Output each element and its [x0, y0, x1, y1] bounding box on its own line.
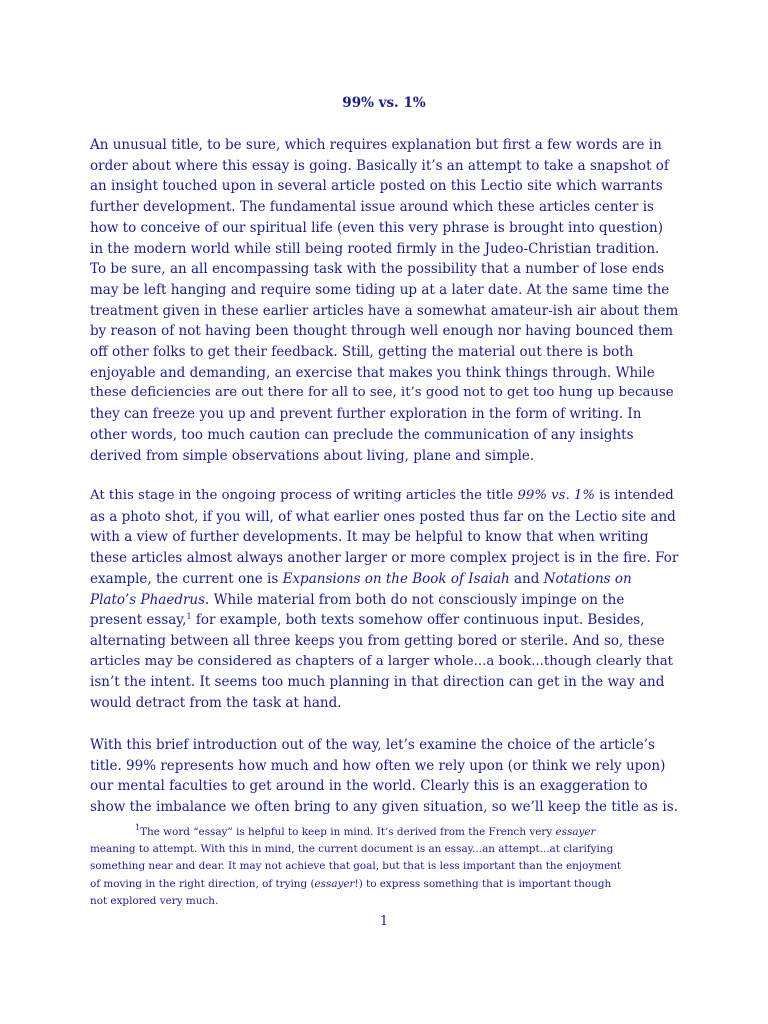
- text-line: [90, 569, 680, 590]
- text-line: in the modern world while still being rooted firmly in the Judeo-Christian tradition.: [90, 240, 660, 257]
- italic-book-title: Expansions on the Book of Isaiah: [282, 570, 510, 587]
- footnote-reference[interactable]: 1: [186, 612, 192, 622]
- text-run: The word “essay” is helpful to keep in mind. It’s derived from the French very: [140, 826, 556, 838]
- text-line: by reason of not having been thought through well enough nor having bounced them: [90, 323, 674, 340]
- italic-book-title: Notations on: [543, 570, 632, 587]
- text-line: With this brief introduction out of the way, let’s examine the choice of the article’s: [90, 737, 655, 753]
- footnote-marker: 1: [135, 823, 141, 832]
- footnote-line: [90, 824, 680, 841]
- text-line: our mental faculties to get around in the world. Clearly this is an exaggeration to: [90, 778, 648, 795]
- text-run: . While material from both do not consciously impinge on the: [205, 591, 625, 608]
- paragraph-1: [90, 135, 680, 466]
- text-run: At this stage in the ongoing process of writing articles the title: [90, 488, 518, 503]
- text-run: for example, both texts somehow offer continuous input. Besides,: [191, 612, 645, 629]
- italic-book-title: Plato’s Phaedrus: [90, 591, 206, 608]
- text-run: example, the current one is: [90, 570, 283, 587]
- page-number: 1: [379, 914, 389, 929]
- italic-word: essayer: [555, 826, 596, 838]
- text-line: how to conceive of our spiritual life (even this very phrase is brought into question): [90, 219, 663, 236]
- text-run: and: [509, 570, 544, 587]
- text-line: title. 99% represents how much and how often we rely upon (or think we rely upon): [90, 757, 666, 774]
- text-line: enjoyable and demanding, an exercise that makes you think things through. While: [90, 364, 655, 381]
- text-line: To be sure, an all encompassing task with the possibility that a number of lose ends: [90, 261, 665, 278]
- text-line: [90, 610, 680, 631]
- text-line: An unusual title, to be sure, which requires explanation but first a few words are in: [90, 137, 662, 153]
- text-line: order about where this essay is going. Basically it’s an attempt to take a snapshot of: [90, 157, 669, 174]
- text-line: they can freeze you up and prevent further exploration in the form of writing. In: [90, 406, 642, 423]
- text-line: with a view of further developments. It may be helpful to know that when writing: [90, 529, 649, 546]
- footnote-line: [90, 876, 680, 893]
- italic-title-reference: 99% vs. 1%: [517, 488, 595, 503]
- text-line: further development. The fundamental issue around which these articles center is: [90, 199, 654, 216]
- text-run: is intended: [594, 488, 674, 503]
- text-line: these deficiencies are out there for all to see, it’s good not to get too hung up because: [90, 385, 674, 401]
- text-line: show the imbalance we often bring to any given situation, so we’ll keep the title as is.: [90, 799, 678, 816]
- text-line: an insight touched upon in several article posted on this Lectio site which warrants: [90, 178, 663, 195]
- paragraph-3: [90, 735, 680, 818]
- text-line: [90, 486, 680, 507]
- document-title: 99% vs. 1%: [342, 95, 426, 111]
- text-run: !) to express something that is important though: [354, 877, 612, 890]
- text-line: would detract from the task at hand.: [90, 695, 342, 712]
- text-line: off other folks to get their feedback. Still, getting the material out there is both: [90, 344, 634, 361]
- text-run: of moving in the right direction, of trying (: [90, 877, 315, 890]
- text-line: articles may be considered as chapters of a larger whole...a book...though clearly that: [90, 653, 674, 669]
- paragraph-2: [90, 486, 680, 714]
- text-line: as a photo shot, if you will, of what earlier ones posted thus far on the Lectio site and: [90, 508, 676, 525]
- text-line: treatment given in these earlier articles have a somewhat amateur-ish air about them: [90, 302, 679, 319]
- footnote-line: not explored very much.: [90, 894, 219, 907]
- text-line: [90, 590, 680, 611]
- text-line: isn’t the intent. It seems too much planning in that direction can get in the way and: [90, 674, 665, 691]
- text-line: these articles almost always another larger or more complex project is in the fire. For: [90, 550, 679, 567]
- footnote: [90, 824, 680, 910]
- footnote-line: something near and dear. It may not achieve that goal, but that is less important than the enjoyment: [90, 860, 622, 873]
- text-run: present essay,: [90, 612, 187, 629]
- text-line: alternating between all three keeps you from getting bored or sterile. And so, these: [90, 632, 665, 649]
- text-line: may be left hanging and require some tiding up at a later date. At the same time the: [90, 281, 670, 298]
- italic-word: essayer: [314, 877, 355, 890]
- footnote-line: meaning to attempt. With this in mind, the current document is an essay...an attempt...at clarifying: [90, 843, 614, 856]
- text-line: other words, too much caution can preclude the communication of any insights: [90, 426, 634, 443]
- text-line: derived from simple observations about living, plane and simple.: [90, 447, 535, 464]
